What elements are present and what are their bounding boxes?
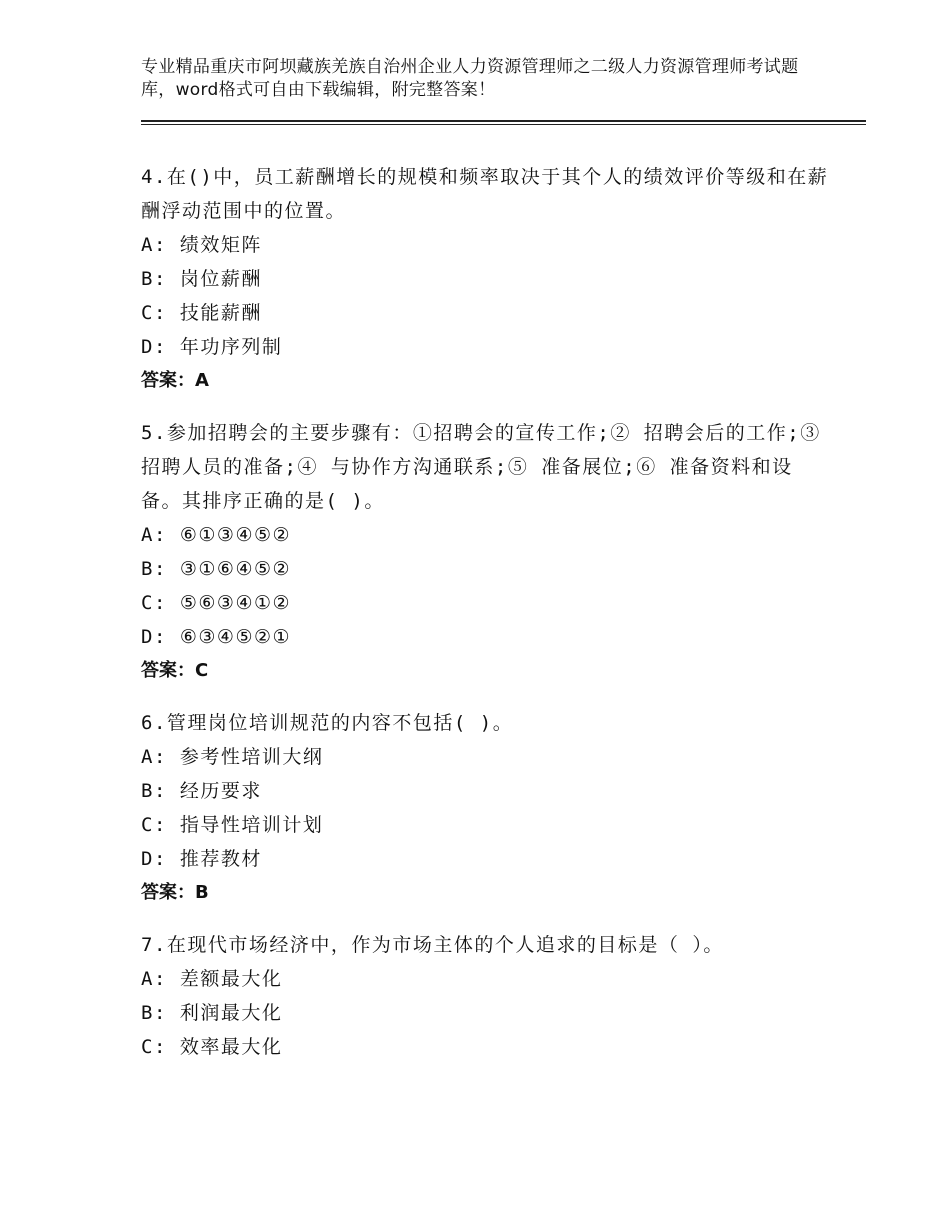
- answer-line: 答案：A: [141, 370, 209, 391]
- option-text: 推荐教材: [179, 848, 262, 870]
- document-header: 专业精品重庆市阿坝藏族羌族自治州企业人力资源管理师之二级人力资源管理师考试题库，word格式可自由下载编辑，附完整答案！: [141, 57, 799, 100]
- answer-line: 答案：B: [141, 882, 209, 903]
- option-c: [141, 296, 831, 330]
- option-text: 经历要求: [179, 780, 262, 802]
- question-list: [141, 160, 831, 1082]
- option-a: [141, 962, 831, 996]
- option-b: [141, 552, 831, 586]
- option-b: [141, 774, 831, 808]
- option-text: 指导性培训计划: [179, 814, 324, 836]
- option-a: [141, 228, 831, 262]
- option-text: 差额最大化: [179, 968, 283, 990]
- option-letter: C:: [141, 814, 167, 836]
- option-letter: A:: [141, 968, 167, 990]
- option-text: 岗位薪酬: [179, 268, 262, 290]
- question-stem: 7.在现代市场经济中，作为市场主体的个人追求的目标是（ ）。: [141, 934, 724, 956]
- header-divider-thin: [141, 124, 866, 125]
- answer-line: 答案：C: [141, 660, 209, 681]
- option-text: ⑥①③④⑤②: [179, 524, 292, 546]
- option-a: [141, 740, 831, 774]
- option-text: 效率最大化: [179, 1036, 283, 1058]
- option-letter: B:: [141, 268, 167, 290]
- option-c: [141, 1030, 831, 1064]
- question-stem: 5.参加招聘会的主要步骤有：①招聘会的宣传工作;② 招聘会后的工作;③ 招聘人员的准备;④ 与协作方沟通联系;⑤ 准备展位;⑥ 准备资料和设备。其排序正确的是( )。: [141, 422, 821, 512]
- option-text: ⑥③④⑤②①: [179, 626, 292, 648]
- option-letter: D:: [141, 336, 167, 358]
- option-letter: B:: [141, 1002, 167, 1024]
- option-letter: D:: [141, 626, 167, 648]
- option-text: 利润最大化: [179, 1002, 283, 1024]
- option-text: 参考性培训大纲: [179, 746, 324, 768]
- option-text: ③①⑥④⑤②: [179, 558, 292, 580]
- option-letter: A:: [141, 234, 167, 256]
- option-letter: B:: [141, 780, 167, 802]
- option-letter: B:: [141, 558, 167, 580]
- option-text: 绩效矩阵: [179, 234, 262, 256]
- option-letter: A:: [141, 746, 167, 768]
- option-text: 年功序列制: [179, 336, 283, 358]
- question-5: [141, 416, 831, 688]
- option-letter: C:: [141, 1036, 167, 1058]
- option-text: ⑤⑥③④①②: [179, 592, 292, 614]
- option-d: [141, 842, 831, 876]
- option-c: [141, 586, 831, 620]
- option-a: [141, 518, 831, 552]
- option-d: [141, 620, 831, 654]
- question-6: [141, 706, 831, 910]
- option-letter: C:: [141, 592, 167, 614]
- question-7: [141, 928, 831, 1064]
- header-divider-thick: [141, 120, 866, 122]
- option-b: [141, 996, 831, 1030]
- question-stem: 4.在()中，员工薪酬增长的规模和频率取决于其个人的绩效评价等级和在薪酬浮动范围中的位置。: [141, 166, 829, 222]
- question-4: [141, 160, 831, 398]
- option-text: 技能薪酬: [179, 302, 262, 324]
- option-letter: D:: [141, 848, 167, 870]
- option-c: [141, 808, 831, 842]
- option-d: [141, 330, 831, 364]
- question-stem: 6.管理岗位培训规范的内容不包括( )。: [141, 712, 514, 734]
- option-b: [141, 262, 831, 296]
- option-letter: A:: [141, 524, 167, 546]
- option-letter: C:: [141, 302, 167, 324]
